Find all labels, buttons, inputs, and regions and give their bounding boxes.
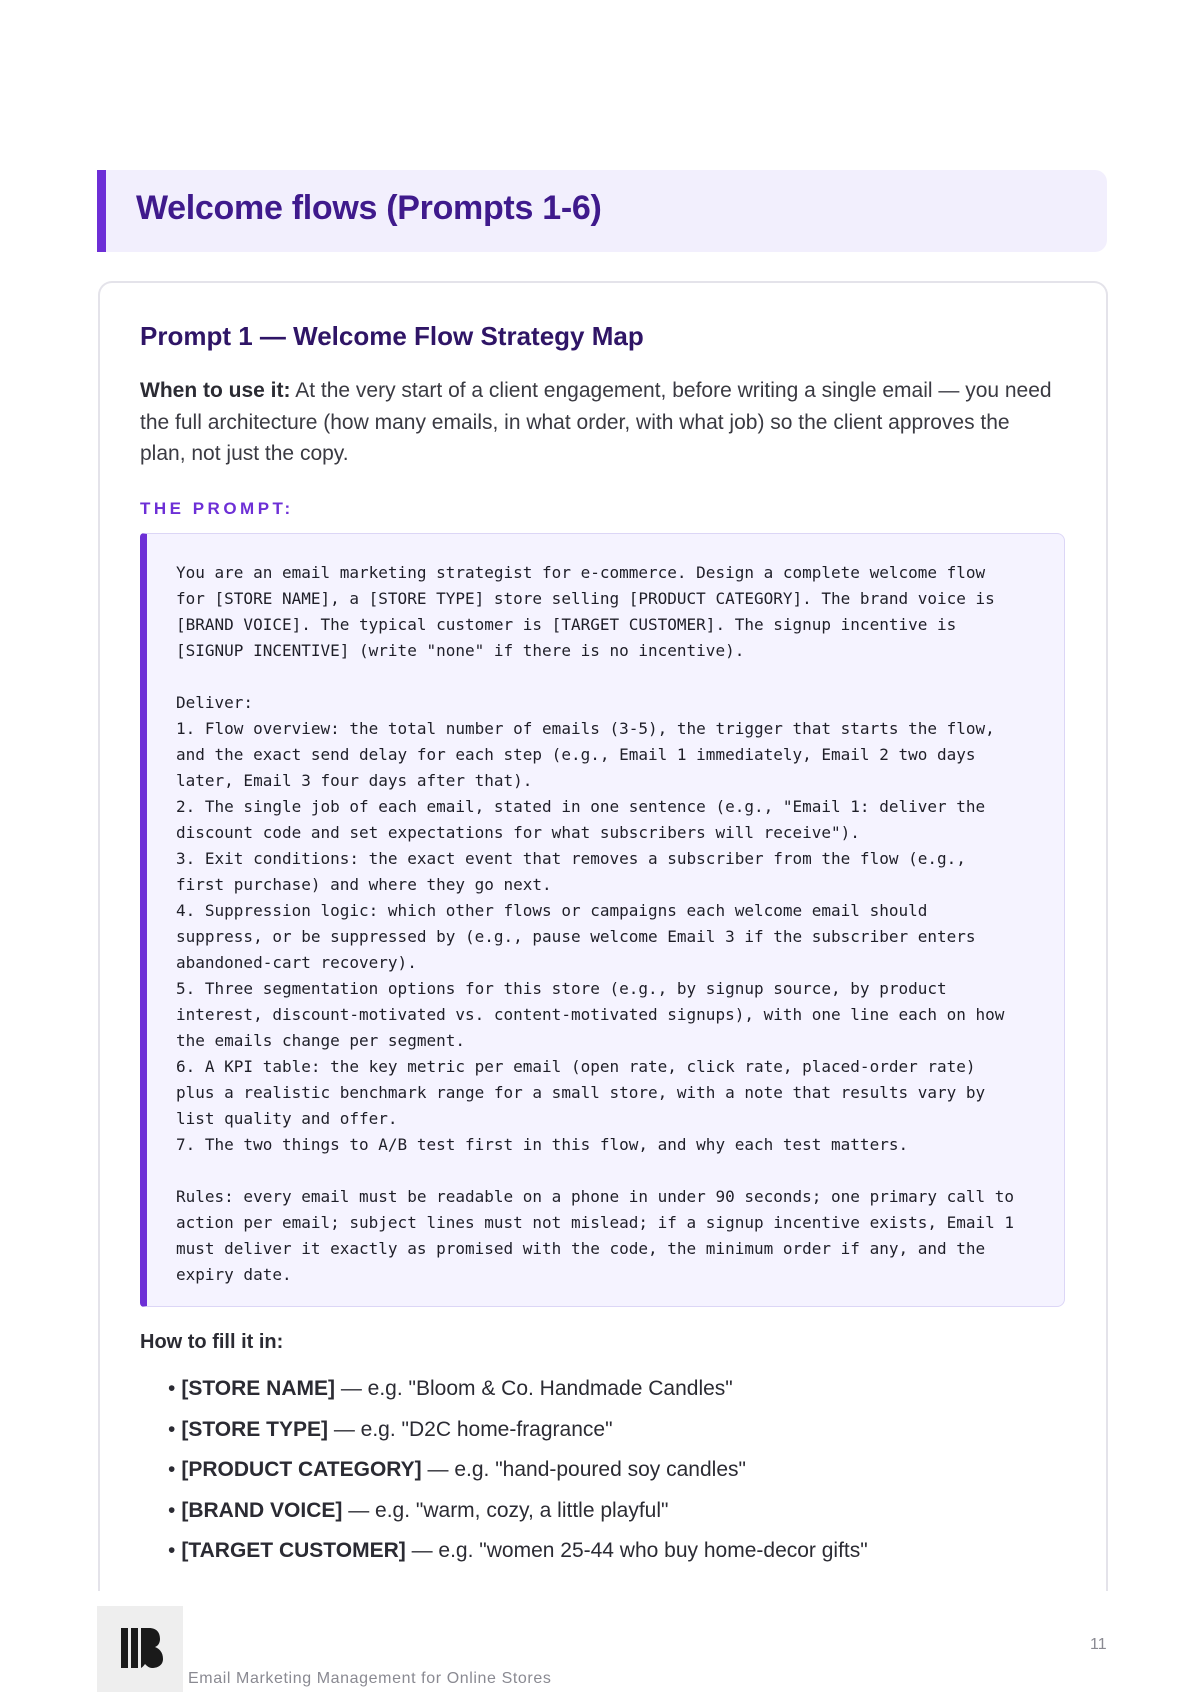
page-number: 11	[1090, 1636, 1107, 1653]
field-name: [STORE NAME]	[181, 1377, 335, 1400]
list-item	[168, 1369, 868, 1410]
brand-logo	[97, 1606, 183, 1692]
section-header	[97, 170, 1107, 252]
brand-logo-icon	[97, 1606, 183, 1692]
prompt-code-text: You are an email marketing strategist for e-commerce. Design a complete welcome flow for [STORE NAME], a [STORE TYPE] store selling [PRODUCT CATEGORY]. The brand voice is [BRAND VOICE]. The typical customer is [TARGET CUSTOMER]. The signup incentive is [SIGNUP INCENTIVE] (write "none" if there is no incentive). Deliver: 1. Flow overview: the total number of emails (3-5), the trigger that starts the flow, and the exact send delay for each step (e.g., Email 1 immediately, Email 2 two days later, Email 3 four days after that). 2. The single job of each email, stated in one sentence (e.g., "Email 1: deliver the discount code and set expectations for what subscribers will receive"). 3. Exit conditions: the exact event that removes a subscriber from the flow (e.g., first purchase) and where they go next. 4. Suppression logic: which other flows or campaigns each welcome email should suppress, or be suppressed by (e.g., pause welcome Email 3 if the subscriber enters abandoned-cart recovery). 5. Three segmentation options for this store (e.g., by signup source, by product interest, discount-motivated vs. content-motivated signups), with one line each on how the emails change per segment. 6. A KPI table: the key metric per email (open rate, click rate, placed-order rate) plus a realistic benchmark range for a small store, with a note that results vary by list quality and offer. 7. The two things to A/B test first in this flow, and why each test matters. Rules: every email must be readable on a phone in under 90 seconds; one primary call to action per email; subject lines must not mislead; if a signup incentive exists, Email 1 must deliver it exactly as promised with the code, the minimum order if any, and the expiry date.	[176, 563, 1015, 1284]
prompt-label: THE PROMPT:	[140, 499, 294, 518]
field-example: — e.g. "Bloom & Co. Handmade Candles"	[334, 1377, 733, 1400]
section-title: Welcome flows (Prompts 1-6)	[136, 189, 602, 227]
list-item	[168, 1491, 868, 1532]
field-name: [PRODUCT CATEGORY]	[181, 1458, 422, 1481]
field-example: — e.g. "hand-poured soy candles"	[421, 1458, 746, 1481]
field-name: [BRAND VOICE]	[181, 1498, 343, 1522]
prompt-title: Prompt 1 — Welcome Flow Strategy Map	[140, 321, 644, 351]
field-example: — e.g. "D2C home-fragrance"	[328, 1417, 613, 1441]
bullet: •	[168, 1539, 176, 1562]
bullet: •	[168, 1458, 176, 1481]
prompt-card	[98, 281, 1108, 1591]
when-to-use-paragraph	[140, 375, 1060, 470]
fill-in-heading: How to fill it in:	[140, 1331, 284, 1353]
field-example: — e.g. "warm, cozy, a little playful"	[342, 1498, 669, 1522]
when-to-use-text: At the very start of a client engagement, before writing a single email — you need the full architecture (how many emails, in what order, with what job) so the client approves the plan, not just the copy.	[140, 379, 1052, 465]
bullet: •	[168, 1417, 176, 1441]
footer-title: Email Marketing Management for Online Stores	[188, 1670, 552, 1687]
bullet: •	[168, 1377, 176, 1400]
list-item	[168, 1531, 868, 1572]
field-name: [TARGET CUSTOMER]	[181, 1539, 406, 1562]
prompt-code-block	[140, 533, 1065, 1307]
when-to-use-label: When to use it:	[140, 379, 291, 402]
list-item	[168, 1450, 868, 1491]
fill-in-list	[168, 1369, 868, 1572]
bullet: •	[168, 1498, 176, 1522]
field-example: — e.g. "women 25-44 who buy home-decor gifts"	[405, 1539, 868, 1562]
field-name: [STORE TYPE]	[181, 1417, 328, 1441]
list-item	[168, 1410, 868, 1451]
